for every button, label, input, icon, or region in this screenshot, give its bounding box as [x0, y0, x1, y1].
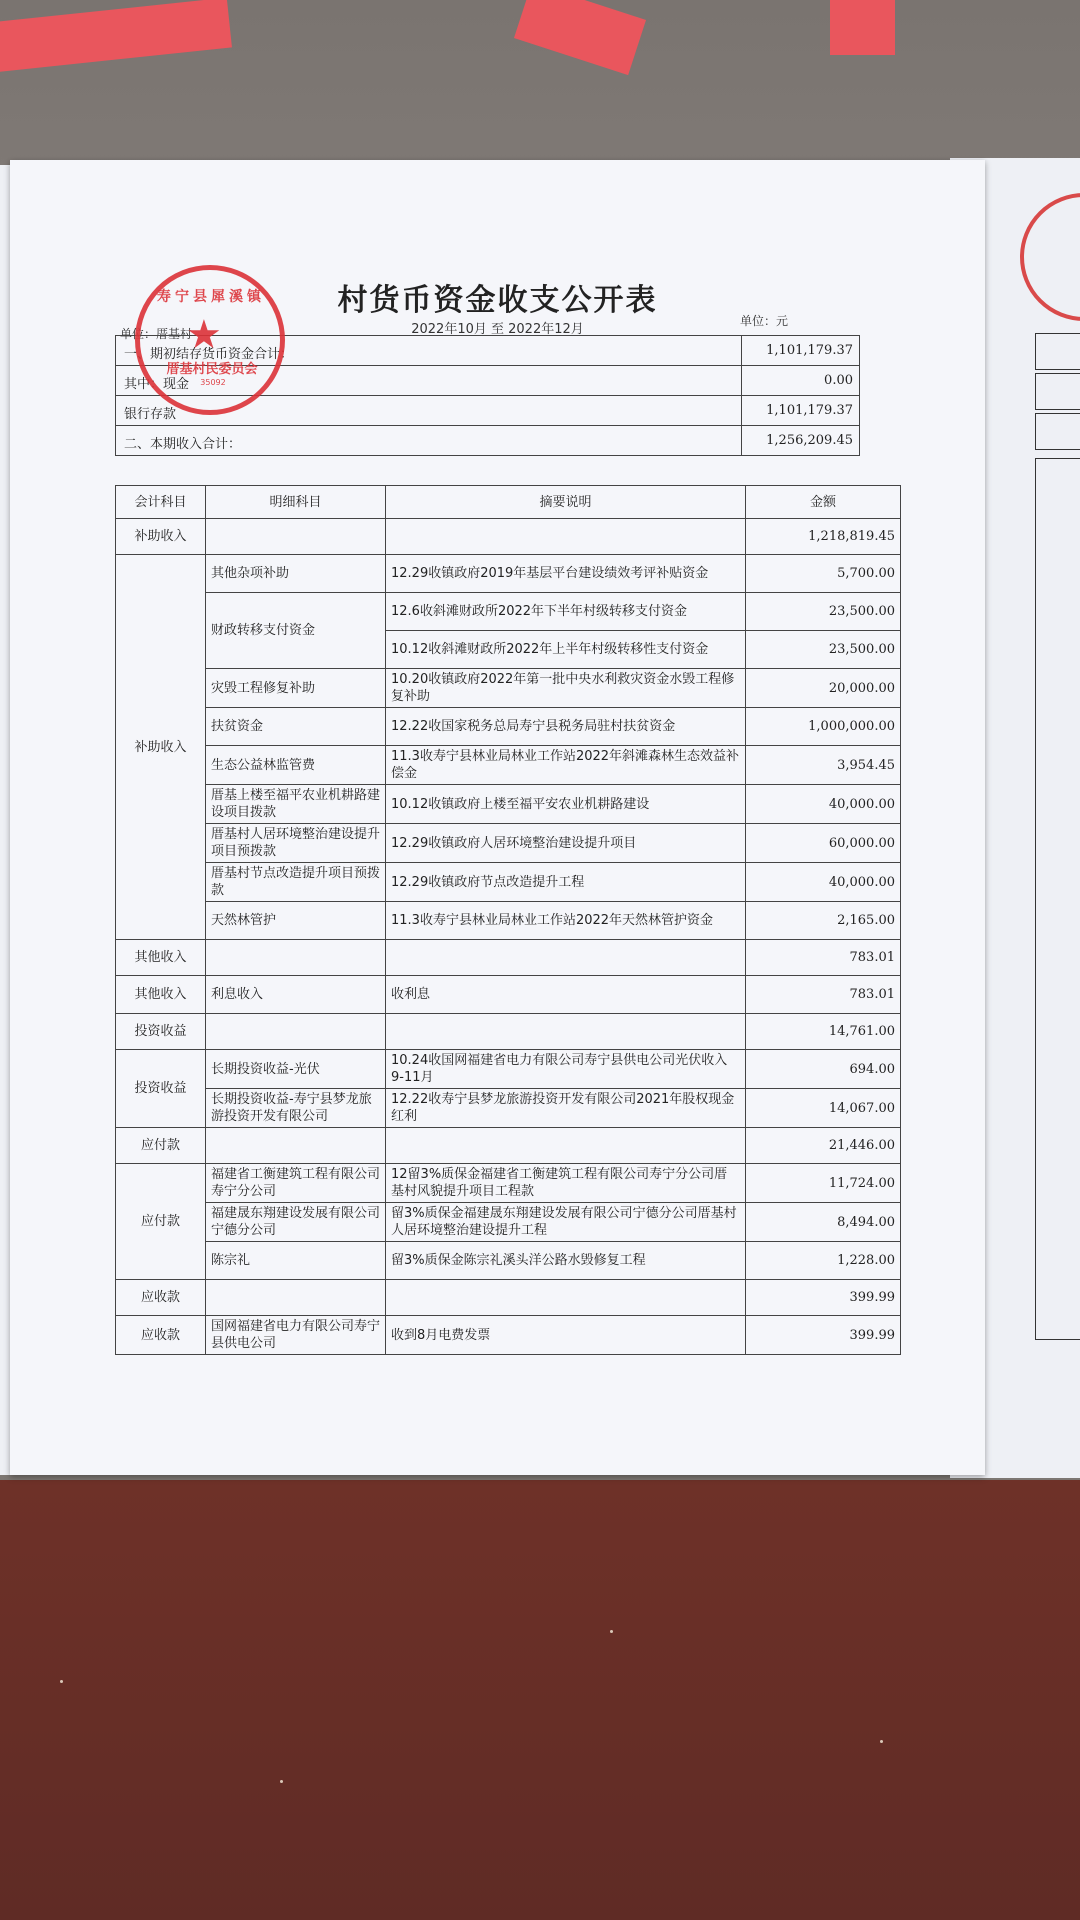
account-cell: 投资收益: [116, 1014, 206, 1050]
detail-cell: 福建省工衡建筑工程有限公司寿宁分公司: [206, 1164, 386, 1203]
amount-cell: 40,000.00: [746, 863, 901, 902]
description-cell: 10.12收镇政府上楼至福平安农业机耕路建设: [386, 785, 746, 824]
header-account: 会计科目: [116, 486, 206, 519]
detail-cell: 扶贫资金: [206, 708, 386, 746]
description-cell: 12.29收镇政府节点改造提升工程: [386, 863, 746, 902]
detail-cell: [206, 940, 386, 976]
table-row: [116, 669, 901, 708]
account-cell: 其他收入: [116, 976, 206, 1014]
amount-cell: 14,067.00: [746, 1089, 901, 1128]
amount-cell: 11,724.00: [746, 1164, 901, 1203]
amount-cell: 40,000.00: [746, 785, 901, 824]
currency-label: 单位：元: [740, 314, 789, 328]
amount-cell: 8,494.00: [746, 1203, 901, 1242]
ledger-body: [116, 519, 901, 1355]
description-cell: 留3%质保金陈宗礼溪头洋公路水毁修复工程: [386, 1242, 746, 1280]
description-cell: 12.22收寿宁县梦龙旅游投资开发有限公司2021年股权现金红利: [386, 1089, 746, 1128]
detail-cell: 利息收入: [206, 976, 386, 1014]
unit-label: 单位：厝基村: [120, 327, 193, 341]
description-cell: 12.6收斜滩财政所2022年下半年村级转移支付资金: [386, 593, 746, 631]
notice-sheet: [10, 160, 985, 1475]
group-total-row: [116, 940, 901, 976]
page-title: 村货币资金收支公开表: [337, 283, 658, 318]
amount-cell: 399.99: [746, 1316, 901, 1355]
seal-top-text: 寿宁县犀溪镇: [157, 289, 265, 305]
amount-cell: 1,000,000.00: [746, 708, 901, 746]
description-cell: 留3%质保金福建晟东翔建设发展有限公司宁德分公司厝基村人居环境整治建设提升工程: [386, 1203, 746, 1242]
adjacent-stamp: [1020, 193, 1080, 321]
account-cell: 应付款: [116, 1164, 206, 1280]
account-cell: 应收款: [116, 1316, 206, 1355]
account-cell: 应收款: [116, 1280, 206, 1316]
table-row: [116, 863, 901, 902]
header-detail: 明细科目: [206, 486, 386, 519]
account-cell: 其他收入: [116, 940, 206, 976]
table-row: [116, 746, 901, 785]
detail-cell: 厝基上楼至福平农业机耕路建设项目拨款: [206, 785, 386, 824]
summary-row: [115, 426, 860, 456]
official-seal: [135, 265, 285, 415]
detail-cell: 国网福建省电力有限公司寿宁县供电公司: [206, 1316, 386, 1355]
ledger-table: [115, 485, 901, 1355]
group-total-row: [116, 1128, 901, 1164]
amount-cell: 60,000.00: [746, 824, 901, 863]
detail-cell: 福建晟东翔建设发展有限公司宁德分公司: [206, 1203, 386, 1242]
detail-cell: 厝基村人居环境整治建设提升项目预拨款: [206, 824, 386, 863]
detail-cell: [206, 1014, 386, 1050]
detail-cell: 生态公益林监管费: [206, 746, 386, 785]
seal-code: 35092: [200, 378, 226, 387]
description-cell: 收到8月电费发票: [386, 1316, 746, 1355]
table-row: [116, 1089, 901, 1128]
group-total-row: [116, 1280, 901, 1316]
summary-amount: 0.00: [741, 366, 859, 395]
detail-cell: 其他杂项补助: [206, 555, 386, 593]
table-row: [116, 1316, 901, 1355]
detail-cell: 天然林管护: [206, 902, 386, 940]
amount-cell: 1,228.00: [746, 1242, 901, 1280]
description-cell: [386, 519, 746, 555]
account-cell: 补助收入: [116, 555, 206, 940]
description-cell: [386, 1014, 746, 1050]
summary-label: 二、本期收入合计：: [124, 437, 242, 452]
amount-cell: 3,954.45: [746, 746, 901, 785]
detail-cell: [206, 1128, 386, 1164]
account-cell: 投资收益: [116, 1050, 206, 1128]
description-cell: 11.3收寿宁县林业局林业工作站2022年天然林管护资金: [386, 902, 746, 940]
table-row: [116, 1164, 901, 1203]
summary-label: 其中：现金: [124, 377, 190, 392]
amount-cell: 783.01: [746, 940, 901, 976]
account-cell: 应付款: [116, 1128, 206, 1164]
table-row: [116, 555, 901, 593]
lower-board: [0, 1480, 1080, 1920]
detail-cell: 厝基村节点改造提升项目预拨款: [206, 863, 386, 902]
table-row: [116, 1050, 901, 1089]
description-cell: 12.29收镇政府2019年基层平台建设绩效考评补贴资金: [386, 555, 746, 593]
description-cell: 12.22收国家税务总局寿宁县税务局驻村扶贫资金: [386, 708, 746, 746]
description-cell: 12.29收镇政府人居环境整治建设提升项目: [386, 824, 746, 863]
header-description: 摘要说明: [386, 486, 746, 519]
group-total-row: [116, 1014, 901, 1050]
amount-cell: 5,700.00: [746, 555, 901, 593]
description-cell: [386, 1128, 746, 1164]
header-amount: 金额: [746, 486, 901, 519]
description-cell: 10.24收国网福建省电力有限公司寿宁县供电公司光伏收入9-11月: [386, 1050, 746, 1089]
account-cell: 补助收入: [116, 519, 206, 555]
detail-cell: 长期投资收益-寿宁县梦龙旅游投资开发有限公司: [206, 1089, 386, 1128]
table-row: [116, 902, 901, 940]
amount-cell: 14,761.00: [746, 1014, 901, 1050]
amount-cell: 694.00: [746, 1050, 901, 1089]
group-total-row: [116, 519, 901, 555]
table-row: [116, 785, 901, 824]
summary-amount: 1,101,179.37: [741, 336, 859, 365]
detail-cell: [206, 1280, 386, 1316]
detail-cell: 灾毁工程修复补助: [206, 669, 386, 708]
amount-cell: 20,000.00: [746, 669, 901, 708]
detail-cell: [206, 519, 386, 555]
summary-amount: 1,256,209.45: [741, 426, 859, 455]
table-header-row: [116, 486, 901, 519]
detail-cell: 陈宗礼: [206, 1242, 386, 1280]
period-label: 2022年10月 至 2022年12月: [411, 322, 584, 337]
seal-inner-text: 厝基村民委员会: [166, 362, 258, 377]
table-row: [116, 1203, 901, 1242]
table-row: [116, 1242, 901, 1280]
table-row: [116, 976, 901, 1014]
detail-cell: 长期投资收益-光伏: [206, 1050, 386, 1089]
amount-cell: 2,165.00: [746, 902, 901, 940]
description-cell: [386, 1280, 746, 1316]
amount-cell: 399.99: [746, 1280, 901, 1316]
red-tape: [830, 0, 895, 55]
table-row: [116, 824, 901, 863]
description-cell: 11.3收寿宁县林业局林业工作站2022年斜滩森林生态效益补偿金: [386, 746, 746, 785]
amount-cell: 23,500.00: [746, 631, 901, 669]
star-icon: ★: [186, 312, 222, 358]
description-cell: [386, 940, 746, 976]
table-row: [116, 593, 901, 631]
amount-cell: 1,218,819.45: [746, 519, 901, 555]
amount-cell: 23,500.00: [746, 593, 901, 631]
amount-cell: 783.01: [746, 976, 901, 1014]
summary-label: 银行存款: [124, 407, 177, 422]
description-cell: 10.12收斜滩财政所2022年上半年村级转移性支付资金: [386, 631, 746, 669]
summary-label: 一、期初结存货币资金合计：: [124, 347, 294, 362]
description-cell: 12留3%质保金福建省工衡建筑工程有限公司寿宁分公司厝基村风貌提升项目工程款: [386, 1164, 746, 1203]
summary-amount: 1,101,179.37: [741, 396, 859, 425]
description-cell: 10.20收镇政府2022年第一批中央水利救灾资金水毁工程修复补助: [386, 669, 746, 708]
table-row: [116, 708, 901, 746]
amount-cell: 21,446.00: [746, 1128, 901, 1164]
description-cell: 收利息: [386, 976, 746, 1014]
detail-cell: 财政转移支付资金: [206, 593, 386, 669]
